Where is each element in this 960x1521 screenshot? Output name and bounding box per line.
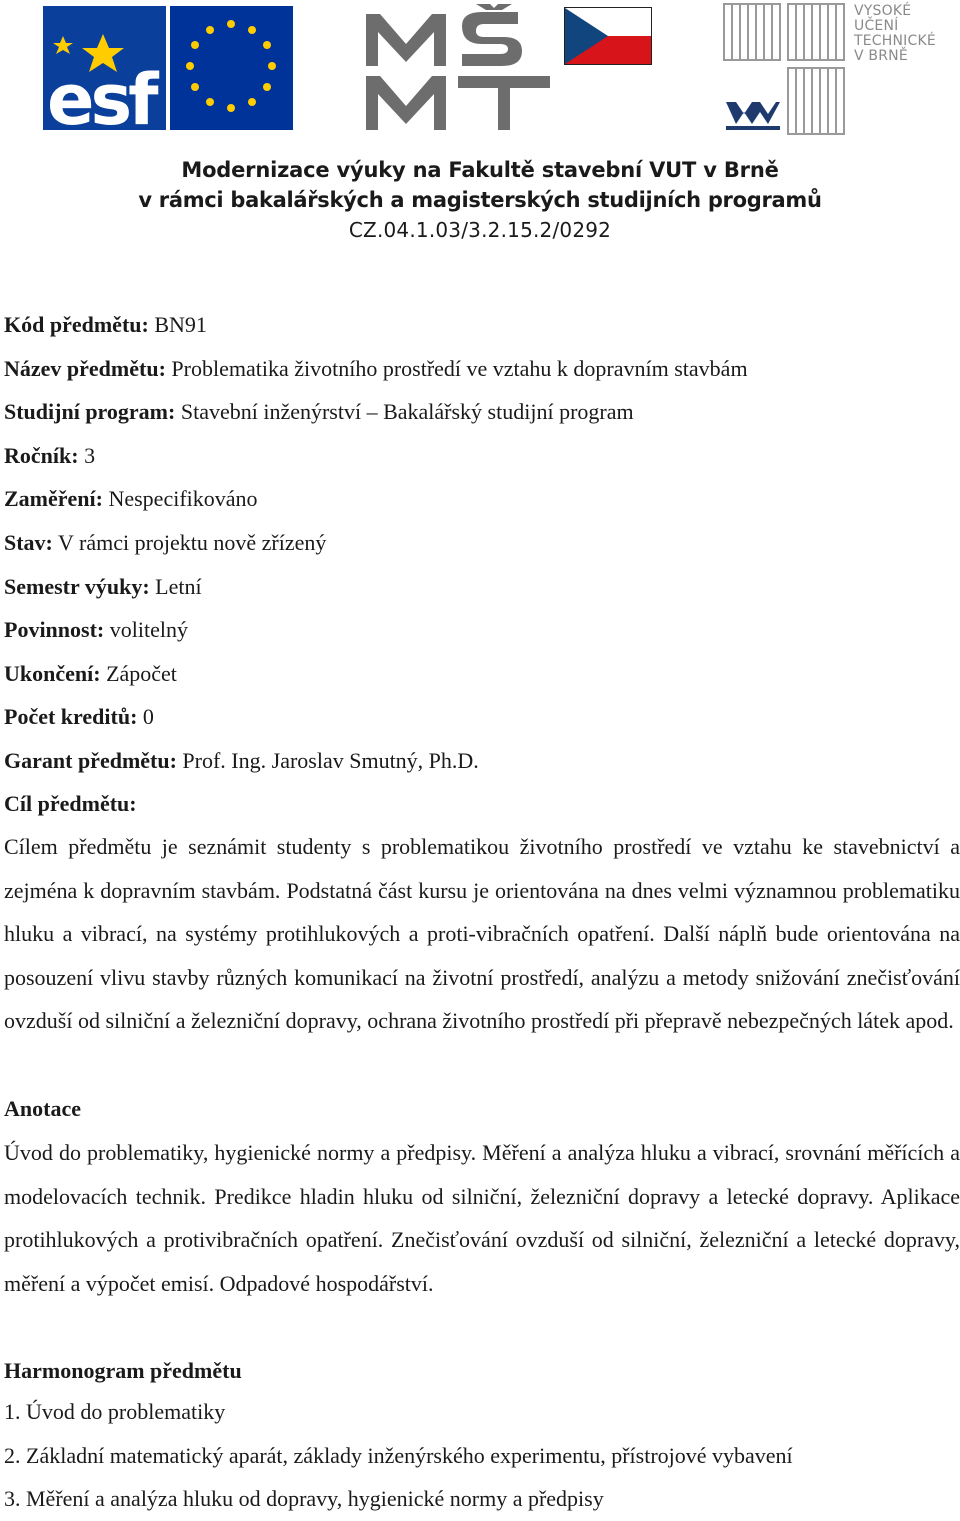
project-code: CZ.04.1.03/3.2.15.2/0292 <box>348 218 612 242</box>
vut-text-line: VYSOKÉ <box>854 3 912 19</box>
field-completion <box>4 652 960 696</box>
project-banner-line-2: v rámci bakalářských a magisterských studijních programů <box>138 188 822 212</box>
field-specialization <box>4 477 960 521</box>
goal-heading: Cíl předmětu: <box>4 791 137 816</box>
schedule-item: 3. Měření a analýza hluku od dopravy, hygienické normy a předpisy <box>4 1486 604 1512</box>
vut-text-line: TECHNICKÉ <box>854 33 936 49</box>
field-label: Kód předmětu: <box>4 312 149 337</box>
project-banner-line-1: Modernizace výuky na Fakultě stavební VUT v Brně <box>181 158 779 182</box>
course-metadata <box>4 303 960 783</box>
field-label: Název předmětu: <box>4 355 166 381</box>
field-value: Zápočet <box>106 660 177 686</box>
vut-logo-text <box>854 4 936 64</box>
field-value: 0 <box>142 704 154 730</box>
field-label: Ukončení: <box>4 660 101 686</box>
field-label: Zaměření: <box>4 486 103 512</box>
field-study-program <box>4 390 960 434</box>
field-label: Garant předmětu: <box>4 747 177 773</box>
field-label: Ročník: <box>4 442 79 468</box>
annotation-text: Úvod do problematiky, hygienické normy a předpisy. Měření a analýza hluku a vibrací, srovnání měřících a modelovacích technik. Predikce hladin hluku od silniční, železniční dopravy a letecké dopravy. Aplikace protihlukových a protivibračních opatření. Znečisťování ovzduší od silniční, železniční a letecké dopravy, měření a výpočet emisí. Odpadové hospodářství. <box>4 1140 960 1296</box>
field-year <box>4 434 960 478</box>
header-logos <box>0 0 960 150</box>
czech-flag <box>564 7 652 65</box>
field-label: Povinnost: <box>4 617 105 643</box>
schedule-item: 1. Úvod do problematiky <box>4 1399 226 1424</box>
annotation-heading: Anotace <box>4 1096 81 1121</box>
esf-logo <box>43 6 293 130</box>
field-obligation <box>4 608 960 652</box>
field-value: Letní <box>155 573 202 599</box>
field-value: V rámci projektu nově zřízený <box>58 529 327 555</box>
schedule-list <box>4 1390 960 1521</box>
field-semester <box>4 565 960 609</box>
vut-text-line: V BRNĚ <box>854 48 908 64</box>
goal-text: Cílem předmětu je seznámit studenty s problematikou životního prostředí ve vztahu ke stavebnictví a zejména k dopravním stavbám. Podstatná část kursu je orientována na dnes velmi významnou problematiku hluku a vibrací, na systémy protihlukových a proti-vibračních opatření. Další náplň bude orientována na posouzení vlivu stavby různých komunikací na životní prostředí, analýzu a metody snižování znečisťování ovzduší od silniční a železniční dopravy, ochrana životního prostředí při přepravě nebezpečných látek apod. <box>4 834 960 1034</box>
field-credits <box>4 695 960 739</box>
field-value: volitelný <box>109 617 188 643</box>
esf-logo-text: esf <box>47 59 155 130</box>
field-value: 3 <box>84 442 96 468</box>
field-value: Stavební inženýrství – Bakalářský studijní program <box>180 399 634 425</box>
field-label: Počet kreditů: <box>4 704 138 730</box>
field-label: Stav: <box>4 529 53 555</box>
field-course-name <box>4 347 960 391</box>
msmt-logo <box>358 4 558 136</box>
field-value: Nespecifikováno <box>108 486 258 512</box>
field-value: Problematika životního prostředí ve vztahu k dopravním stavbám <box>171 355 748 381</box>
schedule-item: 2. Základní matematický aparát, základy inženýrského experimentu, přístrojové vybavení <box>4 1442 793 1468</box>
field-value: Prof. Ing. Jaroslav Smutný, Ph.D. <box>182 747 479 773</box>
vut-logo <box>722 2 950 138</box>
field-label: Semestr výuky: <box>4 573 150 599</box>
field-guarantor <box>4 739 960 783</box>
field-value: BN91 <box>154 312 207 337</box>
field-course-code <box>4 303 960 347</box>
field-label: Studijní program: <box>4 399 176 425</box>
schedule-heading: Harmonogram předmětu <box>4 1358 242 1383</box>
vut-text-line: UČENÍ <box>854 18 899 34</box>
field-status <box>4 521 960 565</box>
